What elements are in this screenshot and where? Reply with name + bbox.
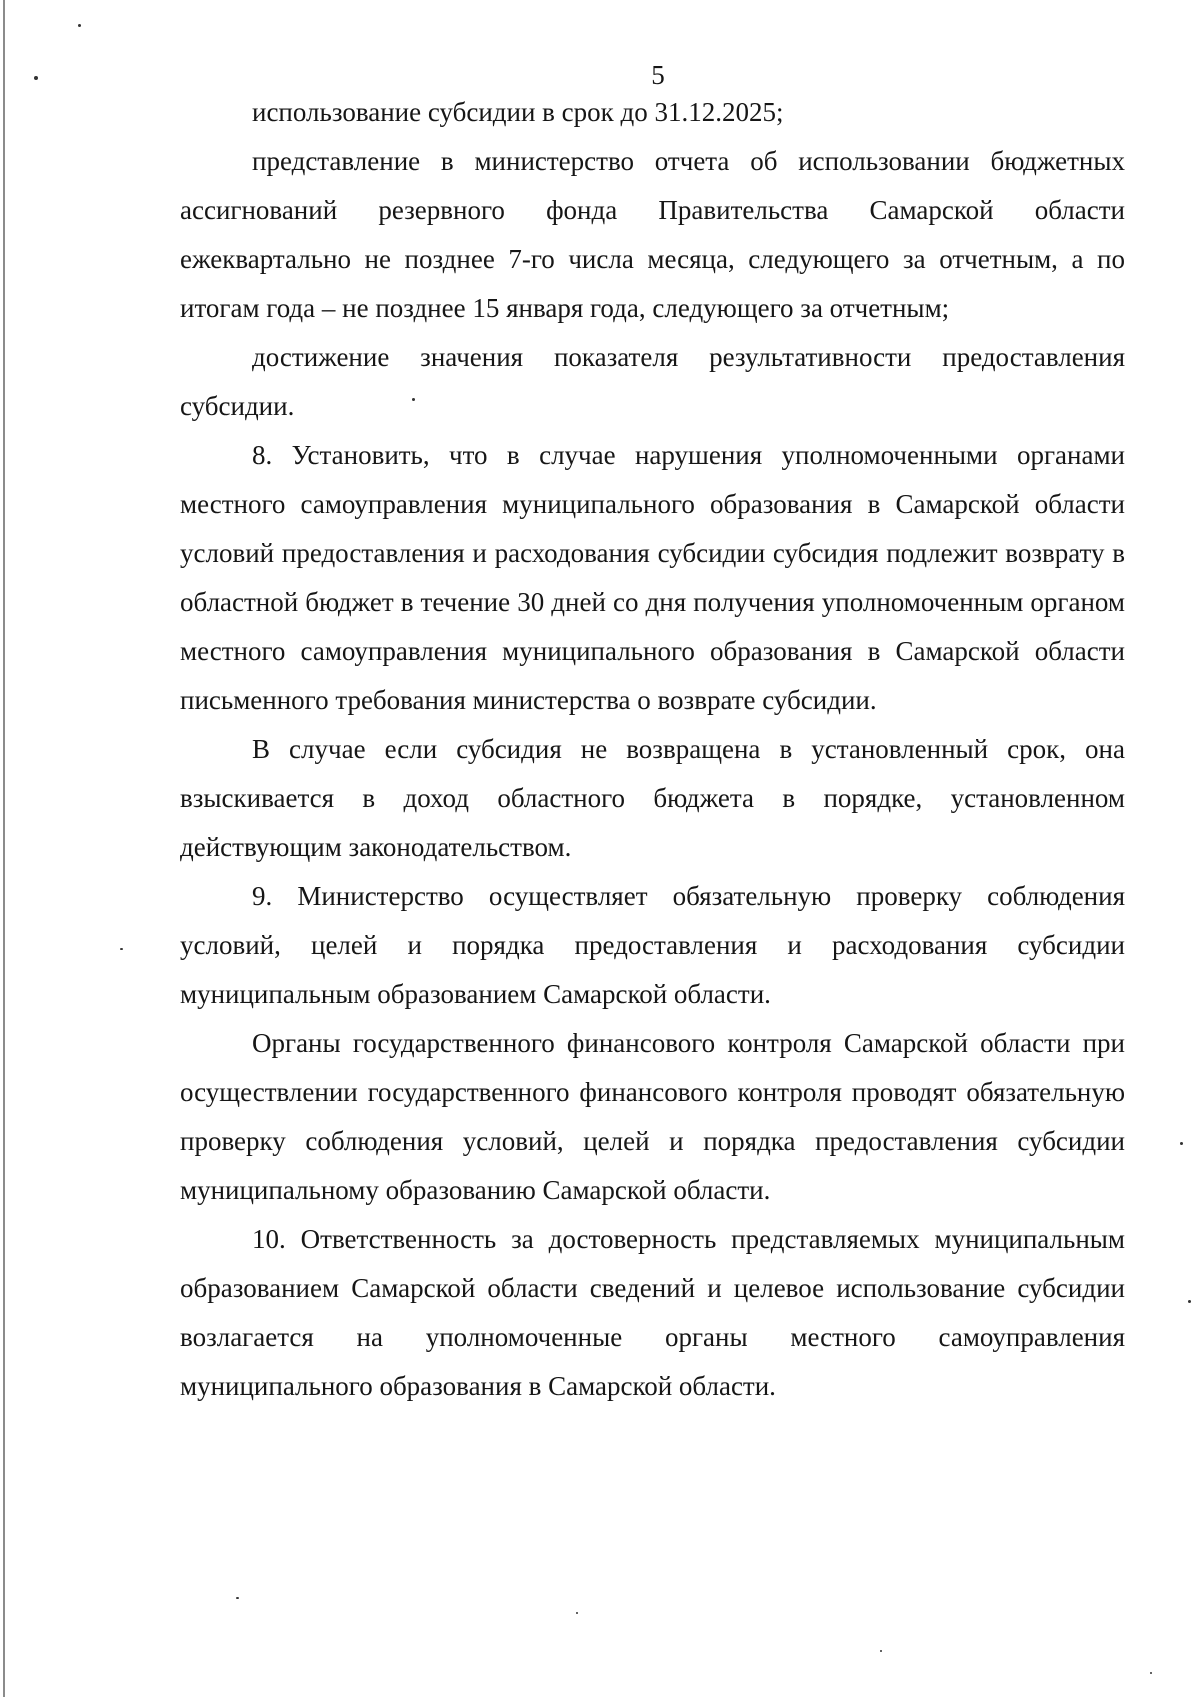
scan-speck [1150,1672,1152,1674]
paragraph-financial-control: Органы государственного финансового контроля Самарской области при осуществлении государственного финансового контроля проводят обязательную проверку соблюдения условий, целей и порядка предоставления субсидии муниципальному образованию Самарской области. [180,1028,1125,1205]
paragraph-item-10: 10. Ответственность за достоверность представляемых муниципальным образованием Самарской области сведений и целевое использование субсидии возлагается на уполномоченные органы местного самоуправления муниципального образования в Самарской области. [180,1224,1125,1401]
scan-speck [1180,1142,1183,1145]
paragraph-recovery: В случае если субсидия не возвращена в установленный срок, она взыскивается в доход областного бюджета в порядке, установленном действующим законодательством. [180,734,1125,862]
paragraph-report-submission: представление в министерство отчета об использовании бюджетных ассигнований резервного фонда Правительства Самарской области ежеквартально не позднее 7-го числа месяца, следующего за отчетным, а по итогам года – не позднее 15 января года, следующего за отчетным; [180,146,1125,323]
paragraph-item-9: 9. Министерство осуществляет обязательную проверку соблюдения условий, целей и порядка предоставления и расходования субсидии муниципальным образованием Самарской области. [180,881,1125,1009]
scan-speck [412,398,415,401]
scan-speck [236,1597,239,1599]
scan-speck [34,76,38,80]
scan-speck [576,1612,578,1614]
scan-edge-line [3,0,5,1697]
scan-speck [120,948,123,950]
document-body [180,88,1125,1411]
paragraph-subsidy-usage-deadline: использование субсидии в срок до 31.12.2025; [252,97,784,127]
page-number: 5 [651,60,665,90]
scan-speck [880,1650,882,1652]
scan-speck [1188,1300,1191,1303]
scan-speck [78,24,81,27]
paragraph-performance-indicator: достижение значения показателя результативности предоставления субсидии. [180,342,1125,421]
paragraph-item-8: 8. Установить, что в случае нарушения уполномоченными органами местного самоуправления муниципального образования в Самарской области условий предоставления и расходования субсидии субсидия подлежит возврату в областной бюджет в течение 30 дней со дня получения уполномоченным органом местного самоуправления муниципального образования в Самарской области письменного требования министерства о возврате субсидии. [180,440,1125,715]
